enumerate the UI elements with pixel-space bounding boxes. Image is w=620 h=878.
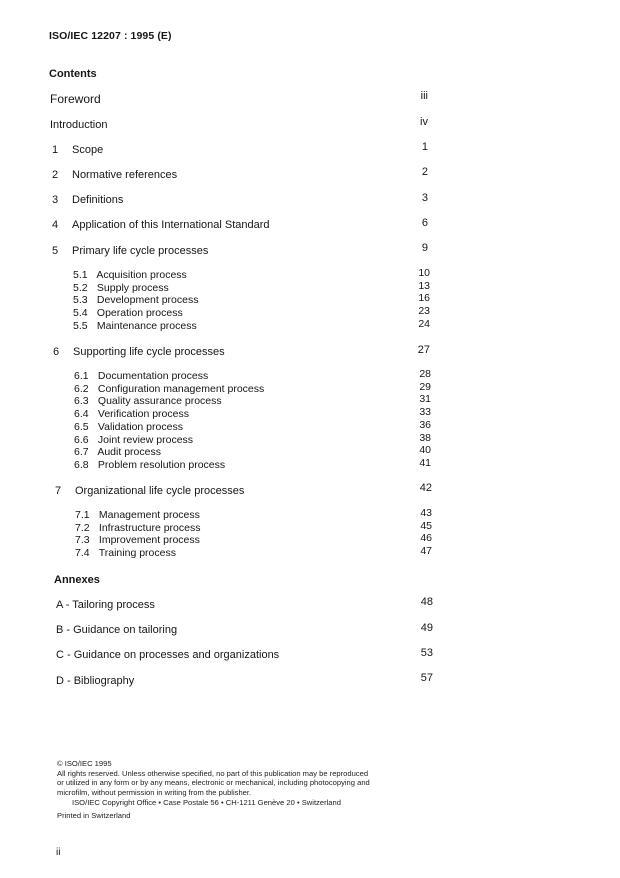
toc-page-annex-a: 48 — [420, 596, 433, 608]
toc-section-num: 6 — [53, 346, 60, 358]
toc-page-foreword: iii — [420, 90, 428, 102]
toc-subentry-label: Infrastructure process — [98, 521, 201, 534]
toc-subpage: 13 — [418, 279, 430, 292]
toc-subentry-num: 7.4 — [75, 547, 90, 560]
toc-subentry-num: 5.5 — [73, 319, 88, 332]
toc-subentry[interactable] — [75, 534, 200, 547]
toc-subentry[interactable] — [75, 547, 200, 560]
toc-subpage: 29 — [419, 380, 431, 393]
toc-page-annex-b: 49 — [420, 622, 433, 634]
toc-annex-c[interactable]: C - Guidance on processes and organizations — [56, 649, 280, 661]
toc-subpage: 31 — [419, 393, 431, 406]
toc-subentry[interactable] — [74, 459, 264, 472]
toc-subentry-num: 6.2 — [74, 382, 89, 395]
toc-subentry-label: Joint review process — [97, 433, 194, 446]
toc-subentry-label: Supply process — [96, 281, 169, 294]
toc-entry-application[interactable]: Application of this International Standard — [72, 219, 270, 231]
toc-entry-normative-references[interactable]: Normative references — [72, 169, 178, 181]
toc-page-introduction: iv — [420, 116, 428, 128]
page-number: ii — [56, 847, 61, 858]
copyright-block — [57, 759, 370, 821]
toc-section-num: 7 — [55, 485, 62, 497]
toc-annex-d[interactable]: D - Bibliography — [56, 675, 135, 687]
toc-section-num: 4 — [52, 219, 59, 231]
toc-subentry-label: Validation process — [97, 420, 183, 433]
toc-section-num: 5 — [52, 245, 59, 257]
toc-subentry-num: 5.4 — [73, 307, 88, 320]
toc-subentry-label: Audit process — [97, 446, 161, 459]
toc-subentry[interactable] — [75, 522, 200, 535]
toc-subpage: 47 — [420, 545, 432, 558]
toc-entry-primary-processes[interactable]: Primary life cycle processes — [72, 245, 209, 257]
toc-subentry-num: 6.3 — [74, 395, 89, 408]
toc-subpage-list-6 — [391, 368, 431, 470]
toc-subentry-label: Operation process — [96, 307, 183, 320]
toc-subentry-num: 5.1 — [73, 269, 88, 281]
toc-page-scope: 1 — [421, 141, 428, 153]
toc-subentry-label: Problem resolution process — [97, 458, 226, 471]
toc-subentry-label: Acquisition process — [96, 269, 187, 281]
toc-subsection-list-5 — [73, 269, 198, 333]
annexes-title: Annexes — [54, 574, 100, 586]
toc-section-num: 3 — [52, 194, 59, 206]
toc-page-organizational-processes: 42 — [419, 482, 432, 494]
toc-subentry-label: Documentation process — [97, 370, 209, 382]
rights-line: or utilized in any form or by any means, electronic or mechanical, including photocopying and — [57, 778, 370, 788]
toc-section-num: 2 — [52, 169, 59, 181]
copyright-line: © ISO/IEC 1995 — [57, 759, 112, 768]
toc-subentry-num: 6.8 — [74, 458, 89, 471]
toc-subentry[interactable] — [74, 446, 264, 459]
toc-annex-b[interactable]: B - Guidance on tailoring — [56, 624, 178, 636]
toc-subentry[interactable] — [73, 307, 198, 320]
address-line: ISO/IEC Copyright Office • Case Postale 56 • CH-1211 Genève 20 • Switzerland — [72, 798, 341, 808]
toc-subpage-list-7 — [392, 507, 432, 558]
rights-line: All rights reserved. Unless otherwise specified, no part of this publication may be reproduced — [57, 768, 369, 778]
toc-subpage-list-5 — [390, 267, 430, 331]
toc-subentry[interactable] — [74, 395, 264, 408]
toc-subsection-list-7 — [75, 509, 200, 560]
toc-subentry-num: 7.1 — [75, 509, 90, 521]
toc-entry-definitions[interactable]: Definitions — [72, 194, 124, 206]
toc-subpage: 16 — [418, 292, 430, 305]
toc-subpage: 40 — [419, 444, 431, 457]
toc-subpage: 24 — [418, 317, 430, 330]
toc-entry-introduction[interactable]: Introduction — [50, 119, 108, 131]
toc-subentry-label: Verification process — [97, 408, 189, 421]
toc-subentry-label: Configuration management process — [97, 382, 265, 395]
toc-subentry-num: 7.3 — [75, 534, 90, 547]
toc-subentry[interactable] — [74, 370, 264, 383]
toc-subpage: 28 — [419, 368, 431, 380]
toc-subpage: 43 — [420, 507, 432, 519]
toc-subentry-num: 5.3 — [73, 294, 88, 307]
toc-subentry-label: Training process — [98, 547, 176, 560]
toc-subentry-num: 5.2 — [73, 281, 88, 294]
toc-entry-foreword[interactable]: Foreword — [50, 92, 101, 106]
toc-subpage: 45 — [420, 519, 432, 532]
toc-entry-supporting-processes[interactable]: Supporting life cycle processes — [73, 346, 225, 358]
toc-page-annex-d: 57 — [420, 672, 433, 684]
rights-line: microfilm, without permission in writing from the publisher. — [57, 787, 252, 797]
toc-subentry-num: 6.5 — [74, 420, 89, 433]
printed-line: Printed in Switzerland — [57, 810, 131, 820]
toc-subentry-label: Management process — [98, 509, 200, 521]
toc-subentry[interactable] — [74, 408, 264, 421]
contents-title: Contents — [49, 68, 97, 80]
toc-subpage: 23 — [418, 305, 430, 318]
toc-page-definitions: 3 — [421, 192, 428, 204]
toc-subpage: 38 — [419, 431, 431, 444]
toc-subentry-label: Quality assurance process — [97, 395, 222, 408]
toc-subentry[interactable] — [73, 269, 198, 282]
toc-subentry-num: 6.4 — [74, 408, 89, 421]
toc-subsection-list-6 — [74, 370, 264, 472]
toc-subentry[interactable] — [75, 509, 200, 522]
document-header: ISO/IEC 12207 : 1995 (E) — [49, 30, 172, 42]
toc-subentry-num: 7.2 — [75, 521, 90, 534]
toc-subentry[interactable] — [73, 282, 198, 295]
toc-subentry-label: Maintenance process — [96, 319, 197, 332]
toc-page-normative-references: 2 — [421, 166, 428, 178]
toc-subpage: 36 — [419, 418, 431, 431]
toc-page-application: 6 — [421, 217, 428, 229]
toc-subpage: 41 — [419, 456, 431, 469]
toc-subentry[interactable] — [73, 294, 198, 307]
toc-subentry[interactable] — [74, 383, 264, 396]
toc-section-num: 1 — [52, 144, 59, 156]
toc-subpage: 33 — [419, 406, 431, 419]
toc-subentry[interactable] — [74, 434, 264, 447]
toc-subentry-num: 6.1 — [74, 370, 89, 382]
toc-annex-a[interactable]: A - Tailoring process — [56, 599, 155, 611]
toc-subentry[interactable] — [74, 421, 264, 434]
toc-page-annex-c: 53 — [420, 647, 433, 659]
toc-entry-organizational-processes[interactable]: Organizational life cycle processes — [75, 485, 245, 497]
toc-subentry-num: 6.7 — [74, 446, 89, 459]
toc-subpage: 46 — [420, 532, 432, 545]
toc-subentry-label: Improvement process — [98, 534, 200, 547]
toc-subpage: 10 — [418, 267, 430, 279]
toc-subentry-num: 6.6 — [74, 433, 89, 446]
toc-subentry[interactable] — [73, 320, 198, 333]
toc-subentry-label: Development process — [96, 294, 199, 307]
toc-page-supporting-processes: 27 — [417, 344, 430, 356]
toc-entry-scope[interactable]: Scope — [72, 144, 104, 156]
toc-page-primary-processes: 9 — [421, 242, 428, 254]
